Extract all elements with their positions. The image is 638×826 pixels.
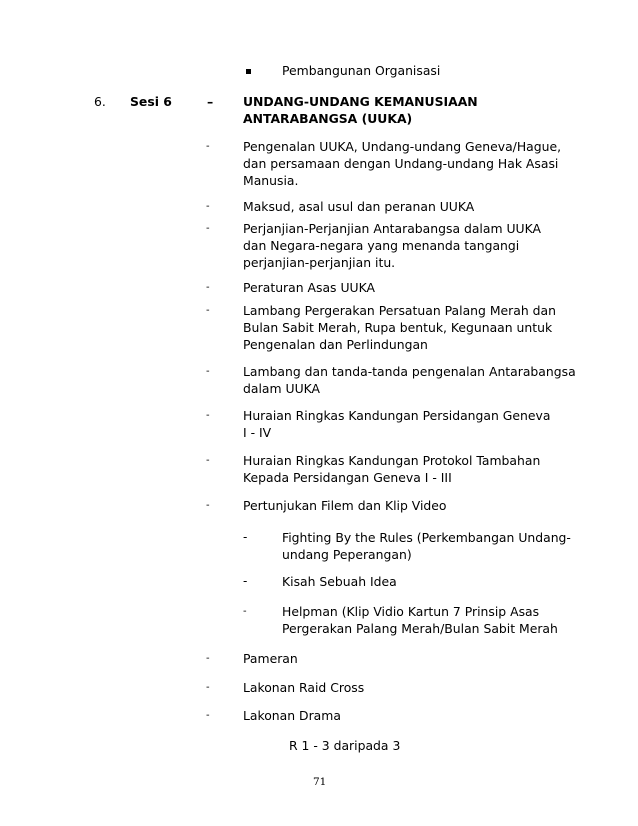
section-title-line-2: ANTARABANGSA (UUKA) bbox=[243, 111, 413, 126]
page-footer-reference: R 1 - 3 daripada 3 bbox=[289, 738, 401, 753]
item-marker: - bbox=[206, 305, 210, 316]
item-marker: - bbox=[206, 410, 210, 421]
bullet-marker bbox=[246, 69, 251, 74]
section-dash: – bbox=[207, 94, 214, 109]
section-title-line-1: UNDANG-UNDANG KEMANUSIAAN bbox=[243, 94, 478, 109]
item-line: dalam UUKA bbox=[243, 381, 321, 396]
subitem-line: Fighting By the Rules (Perkembangan Undang- bbox=[282, 530, 571, 545]
subitem-line: Pergerakan Palang Merah/Bulan Sabit Merah bbox=[282, 621, 558, 636]
subitem-line: undang Peperangan) bbox=[282, 547, 412, 562]
item-line: Maksud, asal usul dan peranan UUKA bbox=[243, 199, 475, 214]
section-label: Sesi 6 bbox=[130, 94, 172, 109]
item-marker: - bbox=[206, 366, 210, 377]
section-number: 6. bbox=[94, 94, 106, 109]
subitem-marker: - bbox=[243, 606, 247, 617]
item-line: Manusia. bbox=[243, 173, 299, 188]
item-line: Lambang dan tanda-tanda pengenalan Antarabangsa bbox=[243, 364, 576, 379]
item-marker: - bbox=[206, 500, 210, 511]
item-marker: - bbox=[206, 455, 210, 466]
item-line: I - IV bbox=[243, 425, 272, 440]
item-line: Pengenalan UUKA, Undang-undang Geneva/Hague, bbox=[243, 139, 562, 154]
item-line: Lakonan Drama bbox=[243, 708, 341, 723]
item-line: dan Negara-negara yang menanda tangangi bbox=[243, 238, 520, 253]
item-marker: - bbox=[206, 141, 210, 152]
prev-bullet-text: Pembangunan Organisasi bbox=[282, 63, 441, 78]
item-line: Pertunjukan Filem dan Klip Video bbox=[243, 498, 447, 513]
item-line: dan persamaan dengan Undang-undang Hak Asasi bbox=[243, 156, 559, 171]
item-marker: - bbox=[206, 201, 210, 212]
item-marker: - bbox=[206, 682, 210, 693]
item-line: Pameran bbox=[243, 651, 298, 666]
subitem-marker: - bbox=[243, 574, 248, 588]
item-line: Lambang Pergerakan Persatuan Palang Merah dan bbox=[243, 303, 556, 318]
page-number: 71 bbox=[313, 776, 327, 788]
item-line: Huraian Ringkas Kandungan Protokol Tambahan bbox=[243, 453, 541, 468]
item-line: Peraturan Asas UUKA bbox=[243, 280, 375, 295]
item-line: Kepada Persidangan Geneva I - III bbox=[243, 470, 452, 485]
item-line: Pengenalan dan Perlindungan bbox=[243, 337, 428, 352]
item-marker: - bbox=[206, 710, 210, 721]
subitem-marker: - bbox=[243, 530, 248, 544]
item-line: perjanjian-perjanjian itu. bbox=[243, 255, 396, 270]
item-line: Perjanjian-Perjanjian Antarabangsa dalam UUKA bbox=[243, 221, 541, 236]
item-marker: - bbox=[206, 282, 210, 293]
subitem-line: Helpman (Klip Vidio Kartun 7 Prinsip Asas bbox=[282, 604, 540, 619]
subitem-line: Kisah Sebuah Idea bbox=[282, 574, 397, 589]
item-line: Lakonan Raid Cross bbox=[243, 680, 365, 695]
item-line: Huraian Ringkas Kandungan Persidangan Geneva bbox=[243, 408, 551, 423]
item-line: Bulan Sabit Merah, Rupa bentuk, Kegunaan untuk bbox=[243, 320, 553, 335]
item-marker: - bbox=[206, 653, 210, 664]
item-marker: - bbox=[206, 223, 210, 234]
